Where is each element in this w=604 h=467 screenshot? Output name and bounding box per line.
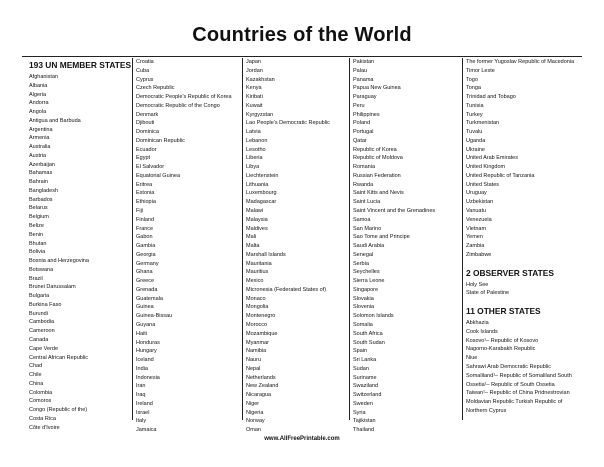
list-item: Canada <box>29 336 49 343</box>
list-item: Portugal <box>353 129 374 136</box>
section-heading-other-states: 11 OTHER STATES <box>466 306 541 317</box>
list-item: Saint Kitts and Nevis <box>353 190 404 197</box>
list-item: Saint Lucia <box>353 199 381 206</box>
section-heading-un-members: 193 UN MEMBER STATES <box>29 60 132 70</box>
list-item: Somalia <box>353 321 373 328</box>
list-item: Brunei Darussalam <box>29 284 76 291</box>
list-item: Brazil <box>29 275 43 282</box>
list-item: Palau <box>353 67 368 74</box>
list-item: Zimbabwe <box>466 251 492 258</box>
list-item: Democratic People's Republic of Korea <box>136 94 232 101</box>
list-item: Kosovo¹– Republic of Kosovo <box>466 337 539 344</box>
list-item: Guyana <box>136 321 156 328</box>
list-item: Norway <box>246 418 265 425</box>
list-item: Pakistan <box>353 59 375 65</box>
list-item: Georgia <box>136 251 156 258</box>
list-item: Iraq <box>136 392 146 399</box>
list-item: Senegal <box>353 251 374 258</box>
list-item: Italy <box>136 418 147 425</box>
list-item: Mauritania <box>246 260 272 267</box>
country-list <box>466 58 586 260</box>
list-item: Antigua and Barbuda <box>29 117 81 124</box>
list-item: Eritrea <box>136 181 153 188</box>
list-item: Burkina Faso <box>29 301 62 308</box>
list-item: Oman <box>246 427 261 434</box>
list-item: El Salvador <box>136 164 165 171</box>
list-item: Sierra Leone <box>353 278 385 285</box>
list-item: Uganda <box>466 137 486 144</box>
list-item: Swaziland <box>353 383 379 390</box>
list-item: Ireland <box>136 400 153 407</box>
list-item: Liberia <box>246 155 263 162</box>
list-item: Malaysia <box>246 216 268 223</box>
list-item: United States <box>466 181 500 188</box>
list-item: Qatar <box>353 137 367 144</box>
list-item: Kuwait <box>246 102 263 109</box>
website-footer: www.AllFreePrintable.com <box>264 436 340 442</box>
list-item: Finland <box>136 216 155 223</box>
list-item: Yemen <box>466 234 483 241</box>
page-title: Countries of the World <box>192 24 412 46</box>
list-item: Nigeria <box>246 409 264 416</box>
list-item: Armenia <box>29 135 50 142</box>
list-item: Guinea-Bissau <box>136 313 173 320</box>
list-item: Singapore <box>353 286 379 293</box>
list-item: Gambia <box>136 243 156 250</box>
list-item: Ghana <box>136 269 153 276</box>
list-item: Denmark <box>136 111 159 118</box>
list-item: Marshall Islands <box>246 251 286 258</box>
list-item: Saint Vincent and the Grenadines <box>353 208 436 215</box>
list-item: Benin <box>29 231 44 238</box>
list-item: Romania <box>353 164 376 171</box>
list-item: Sri Lanka <box>353 357 377 364</box>
list-item: Japan <box>246 59 261 65</box>
list-item: Tajikistan <box>353 418 376 425</box>
list-item: Croatia <box>136 59 154 65</box>
list-item: Samoa <box>353 216 371 223</box>
list-item: Côte d'Ivoire <box>29 424 60 431</box>
list-item: Poland <box>353 120 371 127</box>
list-item: Botswana <box>29 266 54 273</box>
list-item: Kyrgyzstan <box>246 111 274 118</box>
list-item: India <box>136 365 148 372</box>
list-item: Sahrawi Arab Democratic Republic <box>466 363 551 370</box>
list-item: San Marino <box>353 225 382 232</box>
list-item: Turkmenistan <box>466 120 500 127</box>
list-item: Egypt <box>136 155 151 162</box>
list-item: Ossetia¹– Republic of South Ossetia <box>466 381 555 388</box>
list-item: Bosnia and Herzegovina <box>29 258 89 265</box>
title-divider <box>22 56 582 57</box>
country-list <box>136 58 244 435</box>
list-item: Grenada <box>136 286 158 293</box>
list-item: Thailand <box>353 427 375 434</box>
list-item: Lebanon <box>246 137 268 144</box>
list-item: The former Yugoslav Republic of Macedonia <box>466 59 575 65</box>
list-item: Holy See <box>466 281 489 288</box>
list-item: Luxembourg <box>246 190 277 197</box>
list-item: Nagorno-Karabakh Republic <box>466 346 536 353</box>
list-item: Ecuador <box>136 146 157 153</box>
list-item: Niue <box>466 355 478 362</box>
list-item: Czech Republic <box>136 85 175 92</box>
list-item: Maldives <box>246 225 268 232</box>
list-item: State of Palestine <box>466 290 510 297</box>
list-item: Northern Cyprus <box>466 407 507 414</box>
list-item: Burundi <box>29 310 48 317</box>
list-item: Guatemala <box>136 295 163 302</box>
list-item: Morocco <box>246 321 268 328</box>
list-item: Cuba <box>136 67 150 74</box>
list-item: Indonesia <box>136 374 160 381</box>
list-item: Taiwan¹– Republic of China Pridnestrovian <box>466 390 570 397</box>
list-item: Honduras <box>136 339 160 346</box>
list-item: Philippines <box>353 111 380 118</box>
list-item: Austria <box>29 152 47 159</box>
list-item: Jordan <box>246 67 263 74</box>
list-item: Monaco <box>246 295 266 302</box>
list-item: Slovenia <box>353 304 375 311</box>
list-item: Switzerland <box>353 392 382 399</box>
list-item: Mali <box>246 234 257 241</box>
list-item: Rwanda <box>353 181 374 188</box>
list-item: United Arab Emirates <box>466 155 518 162</box>
list-item: Sweden <box>353 400 373 407</box>
list-item: United Kingdom <box>466 164 506 171</box>
list-item: Lesotho <box>246 146 266 153</box>
other-states-list <box>466 319 586 415</box>
list-item: Nauru <box>246 357 261 364</box>
list-item: New Zealand <box>246 383 279 390</box>
list-item: Niger <box>246 400 260 407</box>
column-5 <box>462 58 586 420</box>
list-item: Syria <box>353 409 366 416</box>
list-item: Iran <box>136 383 146 390</box>
list-item: Central African Republic <box>29 354 89 361</box>
list-item: Timor Leste <box>466 67 495 74</box>
list-item: Tonga <box>466 85 481 92</box>
list-item: Seychelles <box>353 269 380 276</box>
list-item: Fiji <box>136 208 144 215</box>
list-item: France <box>136 225 154 232</box>
list-item: Israel <box>136 409 150 416</box>
list-item: Estonia <box>136 190 155 197</box>
list-item: Algeria <box>29 91 47 98</box>
list-item: Afghanistan <box>29 74 59 80</box>
list-item: Costa Rica <box>29 415 56 422</box>
list-item: Mexico <box>246 278 264 285</box>
list-item: Libya <box>246 164 260 171</box>
list-item: Cameroon <box>29 328 55 335</box>
list-item: Lithuania <box>246 181 269 188</box>
list-item: Sudan <box>353 365 369 372</box>
list-item: Dominica <box>136 129 159 136</box>
list-item: United Republic of Tanzania <box>466 172 535 179</box>
list-item: Iceland <box>136 357 154 364</box>
list-item: Abkhazia <box>466 320 489 327</box>
list-item: Trinidad and Tobago <box>466 94 516 101</box>
list-item: Lao People's Democratic Republic <box>246 120 330 127</box>
column-3 <box>242 58 349 434</box>
list-item: Chile <box>29 372 42 379</box>
list-item: Liechtenstein <box>246 172 279 179</box>
list-item: Bhutan <box>29 240 47 247</box>
list-item: Tunisia <box>466 102 484 109</box>
list-item: Kenya <box>246 85 262 92</box>
list-item: Ukraine <box>466 146 485 153</box>
list-item: Equatorial Guinea <box>136 172 181 179</box>
list-item: Nicaragua <box>246 392 272 399</box>
list-item: Angola <box>29 109 47 116</box>
list-item: Dominican Republic <box>136 137 185 144</box>
list-item: Cambodia <box>29 319 55 326</box>
list-item: Jamaica <box>136 427 157 434</box>
list-item: Belarus <box>29 205 48 212</box>
list-item: Saudi Arabia <box>353 243 385 250</box>
list-item: Bulgaria <box>29 293 50 300</box>
list-item: Latvia <box>246 129 261 136</box>
observer-list <box>466 281 586 299</box>
list-item: Sao Tome and Principe <box>353 234 410 241</box>
list-item: Bahamas <box>29 170 53 177</box>
list-item: Chad <box>29 363 43 370</box>
list-item: Andorra <box>29 100 49 107</box>
list-item: Papua New Guinea <box>353 85 401 92</box>
list-item: Democratic Republic of the Congo <box>136 102 220 109</box>
list-item: Greece <box>136 278 155 285</box>
list-item: Kazakhstan <box>246 76 275 83</box>
list-item: Namibia <box>246 348 267 355</box>
list-item: Vanuatu <box>466 208 487 215</box>
section-heading-observer-states: 2 OBSERVER STATES <box>466 267 554 278</box>
list-item: Moldavian Republic Turkish Republic of <box>466 399 563 406</box>
list-item: Togo <box>466 76 478 83</box>
list-item: Zambia <box>466 243 485 250</box>
list-item: South Sudan <box>353 339 385 346</box>
list-item: Mozambique <box>246 330 278 337</box>
list-item: Peru <box>353 102 365 109</box>
country-list <box>353 58 462 435</box>
list-item: Colombia <box>29 389 53 396</box>
list-item: Serbia <box>353 260 369 267</box>
list-item: Uruguay <box>466 190 487 197</box>
list-item: Vietnam <box>466 225 487 232</box>
list-item: Turkey <box>466 111 483 118</box>
list-item: Venezuela <box>466 216 492 223</box>
list-item: Ethiopia <box>136 199 156 206</box>
list-item: Nepal <box>246 365 261 372</box>
column-4 <box>349 58 462 434</box>
list-item: Panama <box>353 76 374 83</box>
list-item: Congo (Republic of the) <box>29 407 88 414</box>
list-item: Gabon <box>136 234 153 241</box>
list-item: Haiti <box>136 330 148 337</box>
list-item: Mongolia <box>246 304 269 311</box>
list-item: Spain <box>353 348 368 355</box>
list-item: Netherlands <box>246 374 276 381</box>
list-item: Hungary <box>136 348 157 355</box>
column-1 <box>26 58 132 431</box>
list-item: South Africa <box>353 330 383 337</box>
list-item: Kiribati <box>246 94 263 101</box>
list-item: Albania <box>29 82 48 89</box>
list-item: Belize <box>29 223 44 230</box>
list-item: Madagascar <box>246 199 277 206</box>
list-item: Cyprus <box>136 76 154 83</box>
list-item: Bahrain <box>29 179 48 186</box>
list-item: Malawi <box>246 208 264 215</box>
list-item: Bolivia <box>29 249 46 256</box>
list-item: Mauritius <box>246 269 269 276</box>
list-item: Republic of Korea <box>353 146 397 153</box>
list-item: Solomon Islands <box>353 313 394 320</box>
list-item: Malta <box>246 243 260 250</box>
list-item: Djibouti <box>136 120 155 127</box>
list-item: Argentina <box>29 126 53 133</box>
list-item: Bangladesh <box>29 187 59 194</box>
list-item: Cook Islands <box>466 328 498 335</box>
list-item: Australia <box>29 144 51 151</box>
list-item: Republic of Moldova <box>353 155 403 162</box>
list-item: Comoros <box>29 398 52 405</box>
list-item: Paraguay <box>353 94 377 101</box>
list-item: Azerbaijan <box>29 161 55 168</box>
list-item: Belgium <box>29 214 49 221</box>
list-item: Tuvalu <box>466 129 483 136</box>
list-item: Suriname <box>353 374 377 381</box>
column-2 <box>132 58 244 434</box>
list-item: Germany <box>136 260 159 267</box>
list-item: Slovakia <box>353 295 374 302</box>
list-item: Montenegro <box>246 313 276 320</box>
list-item: Micronesia (Federated States of) <box>246 286 327 293</box>
list-item: Uzbekistan <box>466 199 494 206</box>
list-item: Russian Federation <box>353 172 401 179</box>
list-item: Somaliland¹– Republic of Somaliland South <box>466 372 572 379</box>
list-item: China <box>29 380 44 387</box>
list-item: Guinea <box>136 304 154 311</box>
list-item: Barbados <box>29 196 53 203</box>
list-item: Cape Verde <box>29 345 59 352</box>
list-item: Myanmar <box>246 339 269 346</box>
country-list <box>246 58 349 435</box>
country-list <box>29 73 130 432</box>
